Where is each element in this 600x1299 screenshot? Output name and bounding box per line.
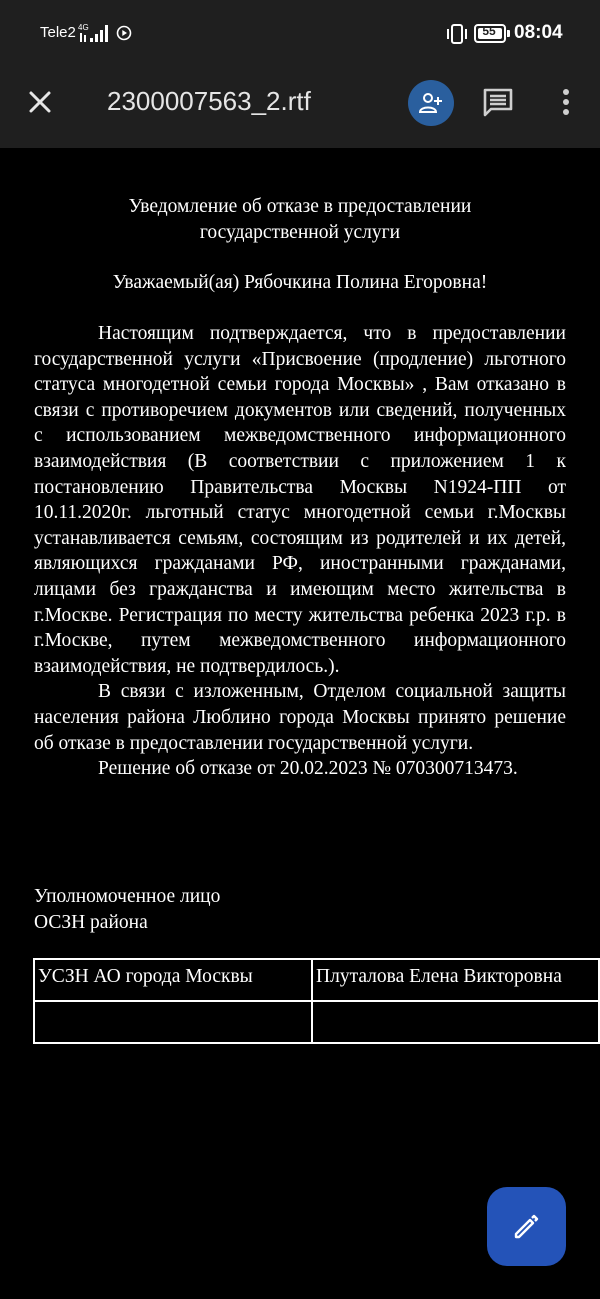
greeting: Уважаемый(ая) Рябочкина Полина Егоровна! bbox=[112, 272, 488, 293]
table-cell: УСЗН АО города Москвы bbox=[34, 959, 312, 1001]
signal-icon bbox=[78, 22, 112, 44]
paragraph-decision: В связи с изложенным, Отделом социальной защиты населения района Люблино города Москвы принято решение об отказе в предоставлении государственной услуги. bbox=[34, 681, 566, 754]
table-row bbox=[34, 959, 599, 1001]
edit-pencil-icon bbox=[512, 1212, 541, 1241]
more-vert-icon[interactable] bbox=[556, 86, 576, 118]
share-button[interactable] bbox=[408, 80, 454, 126]
table-row bbox=[34, 1001, 599, 1043]
paragraph-refusal: Настоящим подтверждается, что в предоставлении государственной услуги «Присвоение (продление) льготного статуса многодетной семьи города Москвы» , Вам отказано в связи с противоречием документов или сведений, полученных с использованием межведомственного информационного взаимодействия (В соответствии с приложением 1 к постановлению Правительства Москвы N1924-ПП от 10.11.2020г. льготный статус многодетной семьи г.Москвы устанавливается семьям, состоящим из родителей и их детей, являющихся гражданами РФ, иностранными гражданами, лицами без гражданства и имеющим место жительства в г.Москве. Регистрация по месту жительства ребенка 2023 г.р. в г.Москве, путем межведомственного информационного взаимодействия, не подтвердилось.). bbox=[34, 323, 566, 677]
vibrate-icon bbox=[446, 24, 468, 44]
signer-line-1: Уполномоченное лицо bbox=[34, 886, 221, 907]
carrier-label: Tele2 bbox=[40, 24, 76, 41]
signer-line-2: ОСЗН района bbox=[34, 911, 148, 933]
paragraph-decision-number: Решение об отказе от 20.02.2023 № 070300713473. bbox=[98, 758, 518, 780]
table-cell bbox=[34, 1001, 312, 1043]
document-title: 2300007563_2.rtf bbox=[107, 86, 311, 116]
document-body bbox=[34, 321, 566, 782]
media-play-icon bbox=[116, 25, 132, 41]
add-person-icon bbox=[419, 92, 443, 114]
edit-fab-button[interactable] bbox=[487, 1187, 566, 1266]
app-toolbar bbox=[0, 68, 600, 148]
table-cell: Плуталова Елена Викторовна bbox=[312, 959, 599, 1001]
heading-line-1: Уведомление об отказе в предоставлении bbox=[128, 196, 472, 217]
close-icon[interactable] bbox=[24, 86, 56, 118]
battery-indicator bbox=[474, 24, 510, 43]
status-bar bbox=[0, 0, 600, 68]
table-cell bbox=[312, 1001, 599, 1043]
document-heading bbox=[34, 194, 566, 245]
comment-icon[interactable] bbox=[482, 86, 514, 118]
signer-block bbox=[34, 884, 434, 935]
clock: 08:04 bbox=[514, 22, 563, 43]
network-type-label: 4G bbox=[78, 23, 89, 32]
battery-level: 55 bbox=[482, 24, 496, 38]
document-view[interactable] bbox=[0, 148, 600, 1299]
signature-table bbox=[33, 958, 600, 1044]
heading-line-2: государственной услуги bbox=[199, 221, 401, 243]
